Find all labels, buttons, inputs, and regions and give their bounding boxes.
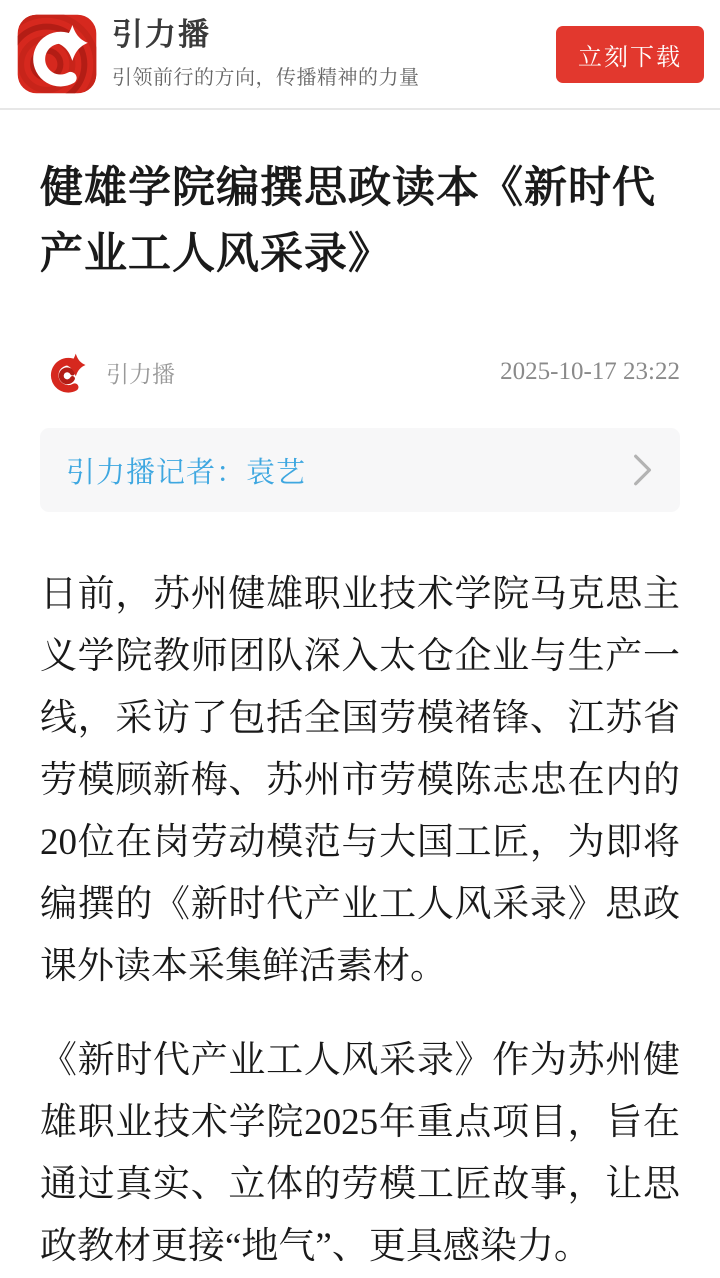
article-paragraph: 《新时代产业工人风采录》作为苏州健雄职业技术学院2025年重点项目，旨在通过真实、立体的劳模工匠故事，让思政教材更接“地气”、更具感染力。	[40, 1040, 680, 1267]
app-download-banner	[0, 0, 720, 110]
source-logo-icon	[40, 346, 92, 398]
article-paragraph: 日前，苏州健雄职业技术学院马克思主义学院教师团队深入太仓企业与生产一线，采访了包括全国劳模褚锋、江苏省劳模顾新梅、苏州市劳模陈志忠在内的20位在岗劳动模范与大国工匠，为即将编撰的《新时代产业工人风采录》思政课外读本采集鲜活素材。	[40, 574, 680, 987]
app-name: 引力播	[112, 17, 211, 53]
download-button[interactable]: 立刻下载	[556, 26, 704, 83]
reporter-card[interactable]	[40, 428, 680, 512]
app-tagline: 引领前行的方向，传播精神的力量	[112, 66, 420, 89]
chevron-right-icon	[632, 451, 654, 489]
byline	[40, 346, 680, 398]
article-title: 健雄学院编撰思政读本《新时代产业工人风采录》	[40, 165, 656, 278]
source-name: 引力播	[106, 360, 175, 387]
article	[0, 156, 720, 1278]
publish-date: 2025-10-17 23:22	[500, 358, 680, 385]
app-logo-icon	[16, 13, 98, 95]
reporter-line: 引力播记者：袁艺	[66, 456, 307, 489]
article-body	[40, 564, 680, 1278]
